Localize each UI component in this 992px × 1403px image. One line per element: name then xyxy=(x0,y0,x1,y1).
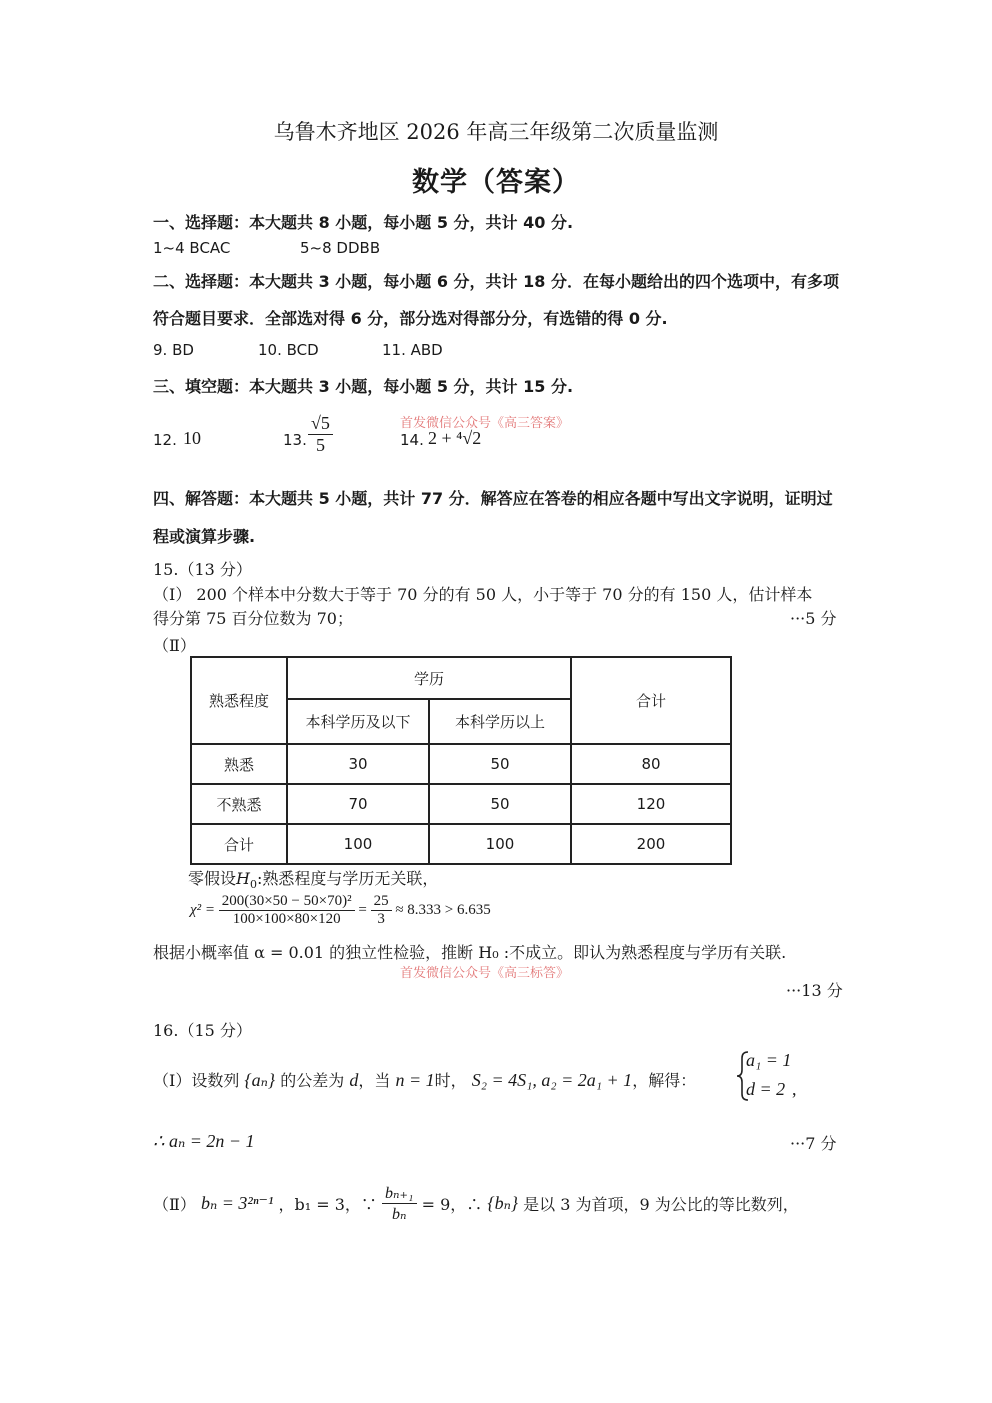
q16-seq-b: {bₙ} xyxy=(487,1193,519,1213)
q16-header: 16.（15 分） xyxy=(153,1021,252,1040)
q16-equation: S₂ = 4S₁, a₂ = 2a₁ + 1 xyxy=(471,1070,633,1090)
q16-part2 xyxy=(153,1183,799,1224)
table-cell: 50 xyxy=(429,784,571,824)
q16-tail: 是以 3 为首项，9 为公比的等比数列， xyxy=(523,1195,799,1214)
document-subtitle: 数学（答案） xyxy=(412,167,580,198)
q13-denominator: 5 xyxy=(315,435,325,455)
watermark-1: 首发微信公众号《高三答案》 xyxy=(400,416,570,431)
q16-seq-a: {aₙ} xyxy=(244,1070,276,1090)
chi-lhs: χ² = xyxy=(190,902,215,918)
document-title: 乌鲁木齐地区 2026 年高三年级第二次质量监测 xyxy=(273,120,719,144)
q15-header: 15.（13 分） xyxy=(153,560,252,579)
section4-heading-line1: 四、解答题：本大题共 5 小题，共计 77 分．解答应在答卷的相应各题中写出文字说明，证明过 xyxy=(153,489,833,508)
table-row xyxy=(191,744,731,784)
q12-answer: 10 xyxy=(183,428,201,448)
answer-q9: 9. BD xyxy=(153,341,194,359)
contingency-table xyxy=(190,656,732,865)
q16-part1-mid: 的公差为 xyxy=(280,1071,345,1090)
q16-score-7: ···7 分 xyxy=(790,1134,837,1153)
q15-part2-label: （Ⅱ） xyxy=(153,636,196,655)
q16-when: ，当 xyxy=(358,1071,391,1090)
table-cell: 200 xyxy=(571,824,731,864)
chi-frac-numerator: 25 xyxy=(371,893,392,911)
chi-numerator: 200(30×50 − 50×70)² xyxy=(219,893,355,911)
q16-part1-pre: （Ⅰ）设数列 xyxy=(153,1071,240,1090)
table-cell: 120 xyxy=(571,784,731,824)
table-header-education: 学历 xyxy=(287,657,571,699)
system-eq2: d = 2 xyxy=(746,1079,786,1099)
table-cell: 70 xyxy=(287,784,429,824)
hypothesis-var: H xyxy=(236,869,250,888)
section2-heading-line2: 符合题目要求．全部选对得 6 分，部分选对得部分分，有选错的得 0 分. xyxy=(153,309,668,328)
hypothesis-pre: 零假设 xyxy=(188,869,237,888)
q16-therefore: ∴ aₙ = 2n − 1 xyxy=(153,1131,255,1151)
q16-part2-label: （Ⅱ） xyxy=(153,1195,196,1214)
q16-part1 xyxy=(153,1068,696,1091)
table-cell: 80 xyxy=(571,744,731,784)
chi-denominator: 100×100×80×120 xyxy=(232,911,341,927)
chi-equals: = xyxy=(358,902,367,918)
q13-answer xyxy=(308,413,333,456)
table-header-familiarity: 熟悉程度 xyxy=(191,657,287,744)
watermark-2: 首发微信公众号《高三标答》 xyxy=(400,966,570,981)
section1-answers-b: 5~8 DDBB xyxy=(300,239,381,257)
table-header-col1: 本科学历及以下 xyxy=(287,699,429,744)
section1-heading: 一、选择题：本大题共 8 小题，每小题 5 分，共计 40 分. xyxy=(153,213,574,232)
answer-q10: 10. BCD xyxy=(258,341,319,359)
q16-n: n = 1 xyxy=(395,1070,435,1090)
q16-time: 时， xyxy=(434,1071,467,1090)
q16-bn: bₙ = 3²ⁿ⁻¹ xyxy=(200,1193,274,1213)
q14-answer: 2 + ⁴√2 xyxy=(428,428,482,448)
table-header-total: 合计 xyxy=(571,657,731,744)
q16-eq9: = 9，∴ xyxy=(421,1195,483,1214)
section4-heading-line2: 程或演算步骤. xyxy=(153,527,256,546)
q12-label: 12. xyxy=(153,431,177,449)
answer-q11: 11. ABD xyxy=(382,341,443,359)
q15-score: ···13 分 xyxy=(786,981,843,1000)
chi-square-formula xyxy=(190,893,491,928)
q16-ratio-numerator: bₙ₊₁ xyxy=(382,1183,417,1204)
table-cell: 合计 xyxy=(191,824,287,864)
hypothesis-sub: 0 xyxy=(249,878,257,892)
q15-part1-line1: （Ⅰ） 200 个样本中分数大于等于 70 分的有 50 人，小于等于 70 分的有 150 人，估计样本 xyxy=(153,585,813,604)
q16-d: d xyxy=(349,1070,359,1090)
section2-heading-line1: 二、选择题：本大题共 3 小题，每小题 6 分，共计 18 分．在每小题给出的四个选项中，有多项 xyxy=(153,272,839,291)
q16-b1: ，b₁ = 3，∵ xyxy=(278,1195,377,1214)
q15-part1-line2: 得分第 75 百分位数为 70； xyxy=(153,609,353,628)
q15-part1-score: ···5 分 xyxy=(790,609,837,628)
system-eq1: a₁ = 1 xyxy=(746,1050,792,1070)
system-comma: , xyxy=(792,1079,797,1099)
table-header-col2: 本科学历以上 xyxy=(429,699,571,744)
table-cell: 100 xyxy=(287,824,429,864)
q16-solve: ，解得： xyxy=(632,1071,697,1090)
q14-label: 14. xyxy=(400,431,424,449)
table-cell: 熟悉 xyxy=(191,744,287,784)
chi-result: ≈ 8.333 > 6.635 xyxy=(395,902,491,918)
section1-answers-a: 1~4 BCAC xyxy=(153,239,231,257)
table-cell: 100 xyxy=(429,824,571,864)
section3-heading: 三、填空题：本大题共 3 小题，每小题 5 分，共计 15 分. xyxy=(153,377,574,396)
null-hypothesis xyxy=(188,866,438,891)
table-cell: 不熟悉 xyxy=(191,784,287,824)
table-row xyxy=(191,824,731,864)
q15-conclusion: 根据小概率值 α = 0.01 的独立性检验，推断 H₀ :不成立。即认为熟悉程度与学历有关联. xyxy=(153,943,787,962)
table-cell: 30 xyxy=(287,744,429,784)
chi-frac-denominator: 3 xyxy=(377,911,385,927)
q13-label: 13. xyxy=(283,431,307,449)
table-row xyxy=(191,784,731,824)
table-cell: 50 xyxy=(429,744,571,784)
hypothesis-post: :熟悉程度与学历无关联， xyxy=(256,869,439,888)
q13-numerator: √5 xyxy=(308,413,333,435)
q16-ratio-denominator: bₙ xyxy=(392,1206,407,1223)
